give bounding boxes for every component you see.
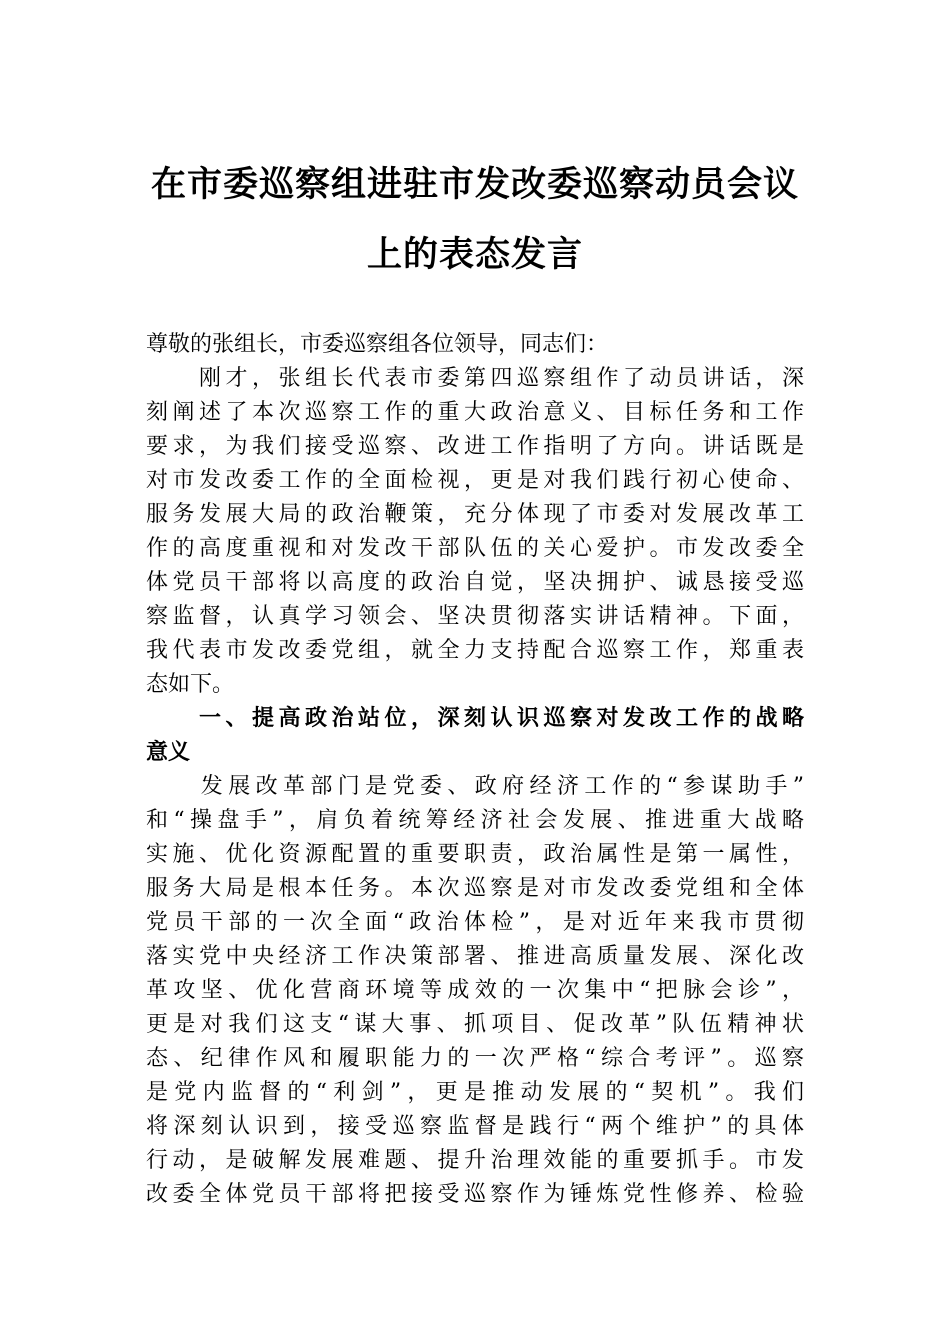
text-line: 是党内监督的“利剑”，更是推动发展的“契机”。我们 <box>146 1080 804 1105</box>
text-line: 要求，为我们接受巡察、改进工作指明了方向。讲话既是 <box>146 434 804 459</box>
text-line: 党员干部的一次全面“政治体检”，是对近年来我市贯彻 <box>146 910 804 935</box>
heading-line: 意义 <box>146 740 191 765</box>
document-body <box>146 328 804 1212</box>
greeting: 尊敬的张组长，市委巡察组各位领导，同志们： <box>146 332 609 357</box>
heading-line: 一、提高政治站位，深刻认识巡察对发改工作的战略 <box>146 706 804 731</box>
paragraph-1 <box>146 362 804 702</box>
text-line: 作的高度重视和对发改干部队伍的关心爱护。市发改委全 <box>146 536 804 561</box>
title-line: 在市委巡察组进驻市发改委巡察动员会议 <box>150 164 799 205</box>
title-line: 上的表态发言 <box>366 234 583 275</box>
text-line: 态、纪律作风和履职能力的一次严格“综合考评”。巡察 <box>146 1046 804 1071</box>
text-line: 态如下。 <box>146 672 235 697</box>
paragraph-2 <box>146 770 804 1212</box>
text-line: 更是对我们这支“谋大事、抓项目、促改革”队伍精神状 <box>146 1012 804 1037</box>
text-line: 革攻坚、优化营商环境等成效的一次集中“把脉会诊”， <box>146 978 804 1003</box>
text-line: 刻阐述了本次巡察工作的重大政治意义、目标任务和工作 <box>146 400 804 425</box>
document-title <box>0 150 950 290</box>
text-line: 和“操盘手”，肩负着统筹经济社会发展、推进重大战略 <box>146 808 804 833</box>
text-line: 对市发改委工作的全面检视，更是对我们践行初心使命、 <box>146 468 804 493</box>
text-line: 发展改革部门是党委、政府经济工作的“参谋助手” <box>146 774 804 799</box>
text-line: 我代表市发改委党组，就全力支持配合巡察工作，郑重表 <box>146 638 804 663</box>
text-line: 服务发展大局的政治鞭策，充分体现了市委对发展改革工 <box>146 502 804 527</box>
text-line: 改委全体党员干部将把接受巡察作为锤炼党性修养、检验 <box>146 1182 804 1207</box>
text-line: 察监督，认真学习领会、坚决贯彻落实讲话精神。下面， <box>146 604 804 629</box>
text-line: 刚才，张组长代表市委第四巡察组作了动员讲话，深 <box>146 366 804 391</box>
text-line: 落实党中央经济工作决策部署、推进高质量发展、深化改 <box>146 944 804 969</box>
text-line: 行动，是破解发展难题、提升治理效能的重要抓手。市发 <box>146 1148 804 1173</box>
text-line: 服务大局是根本任务。本次巡察是对市发改委党组和全体 <box>146 876 804 901</box>
section-heading-1 <box>146 702 804 770</box>
text-line: 体党员干部将以高度的政治自觉，坚决拥护、诚恳接受巡 <box>146 570 804 595</box>
text-line: 将深刻认识到，接受巡察监督是践行“两个维护”的具体 <box>146 1114 804 1139</box>
text-line: 实施、优化资源配置的重要职责，政治属性是第一属性， <box>146 842 804 867</box>
